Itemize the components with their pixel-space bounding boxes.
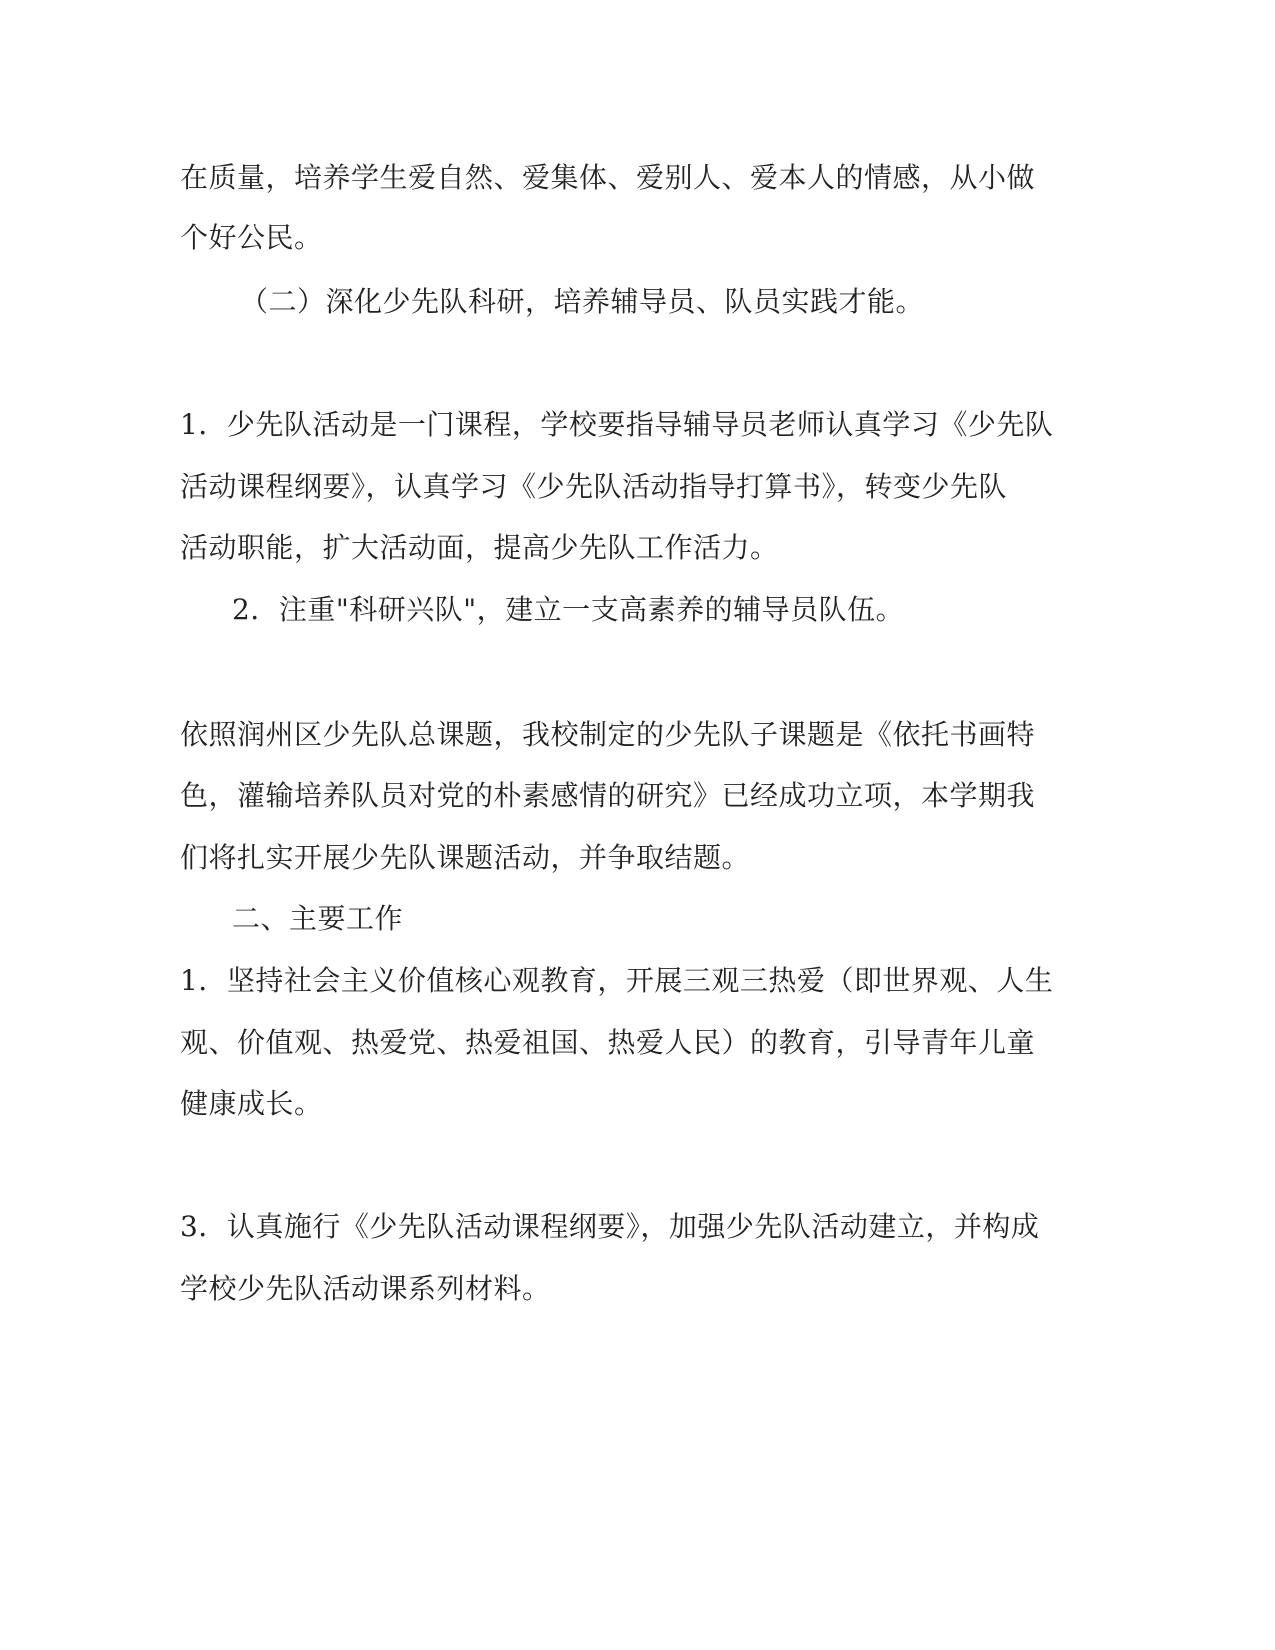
paragraph-line: 色，灌输培养队员对党的朴素感情的研究》已经成功立项，本学期我 [180,779,1036,812]
paragraph-line: 1．少先队活动是一门课程，学校要指导辅导员老师认真学习《少先队 [180,408,1054,441]
paragraph-line: 在质量，培养学生爱自然、爱集体、爱别人、爱本人的情感，从小做 [180,161,1036,194]
paragraph-line: 学校少先队活动课系列材料。 [180,1272,551,1305]
paragraph-line: 观、价值观、热爱党、热爱祖国、热爱人民）的教育，引导青年儿童 [180,1026,1036,1059]
list-item: 2．注重"科研兴队"，建立一支高素养的辅导员队伍。 [232,593,905,626]
section-heading: 二、主要工作 [232,902,404,935]
paragraph-line: 们将扎实开展少先队课题活动，并争取结题。 [180,841,751,874]
paragraph-line: 1．坚持社会主义价值核心观教育，开展三观三热爱（即世界观、人生 [180,964,1054,997]
paragraph-line: 3．认真施行《少先队活动课程纲要》，加强少先队活动建立，并构成 [180,1210,1040,1243]
paragraph-line: 个好公民。 [180,221,323,254]
paragraph-line: 活动课程纲要》，认真学习《少先队活动指导打算书》，转变少先队 [180,470,1008,503]
paragraph-line: 健康成长。 [180,1087,323,1120]
section-heading: （二）深化少先队科研，培养辅导员、队员实践才能。 [240,285,925,318]
paragraph-line: 活动职能，扩大活动面，提高少先队工作活力。 [180,531,779,564]
paragraph-line: 依照润州区少先队总课题，我校制定的少先队子课题是《依托书画特 [180,718,1036,751]
